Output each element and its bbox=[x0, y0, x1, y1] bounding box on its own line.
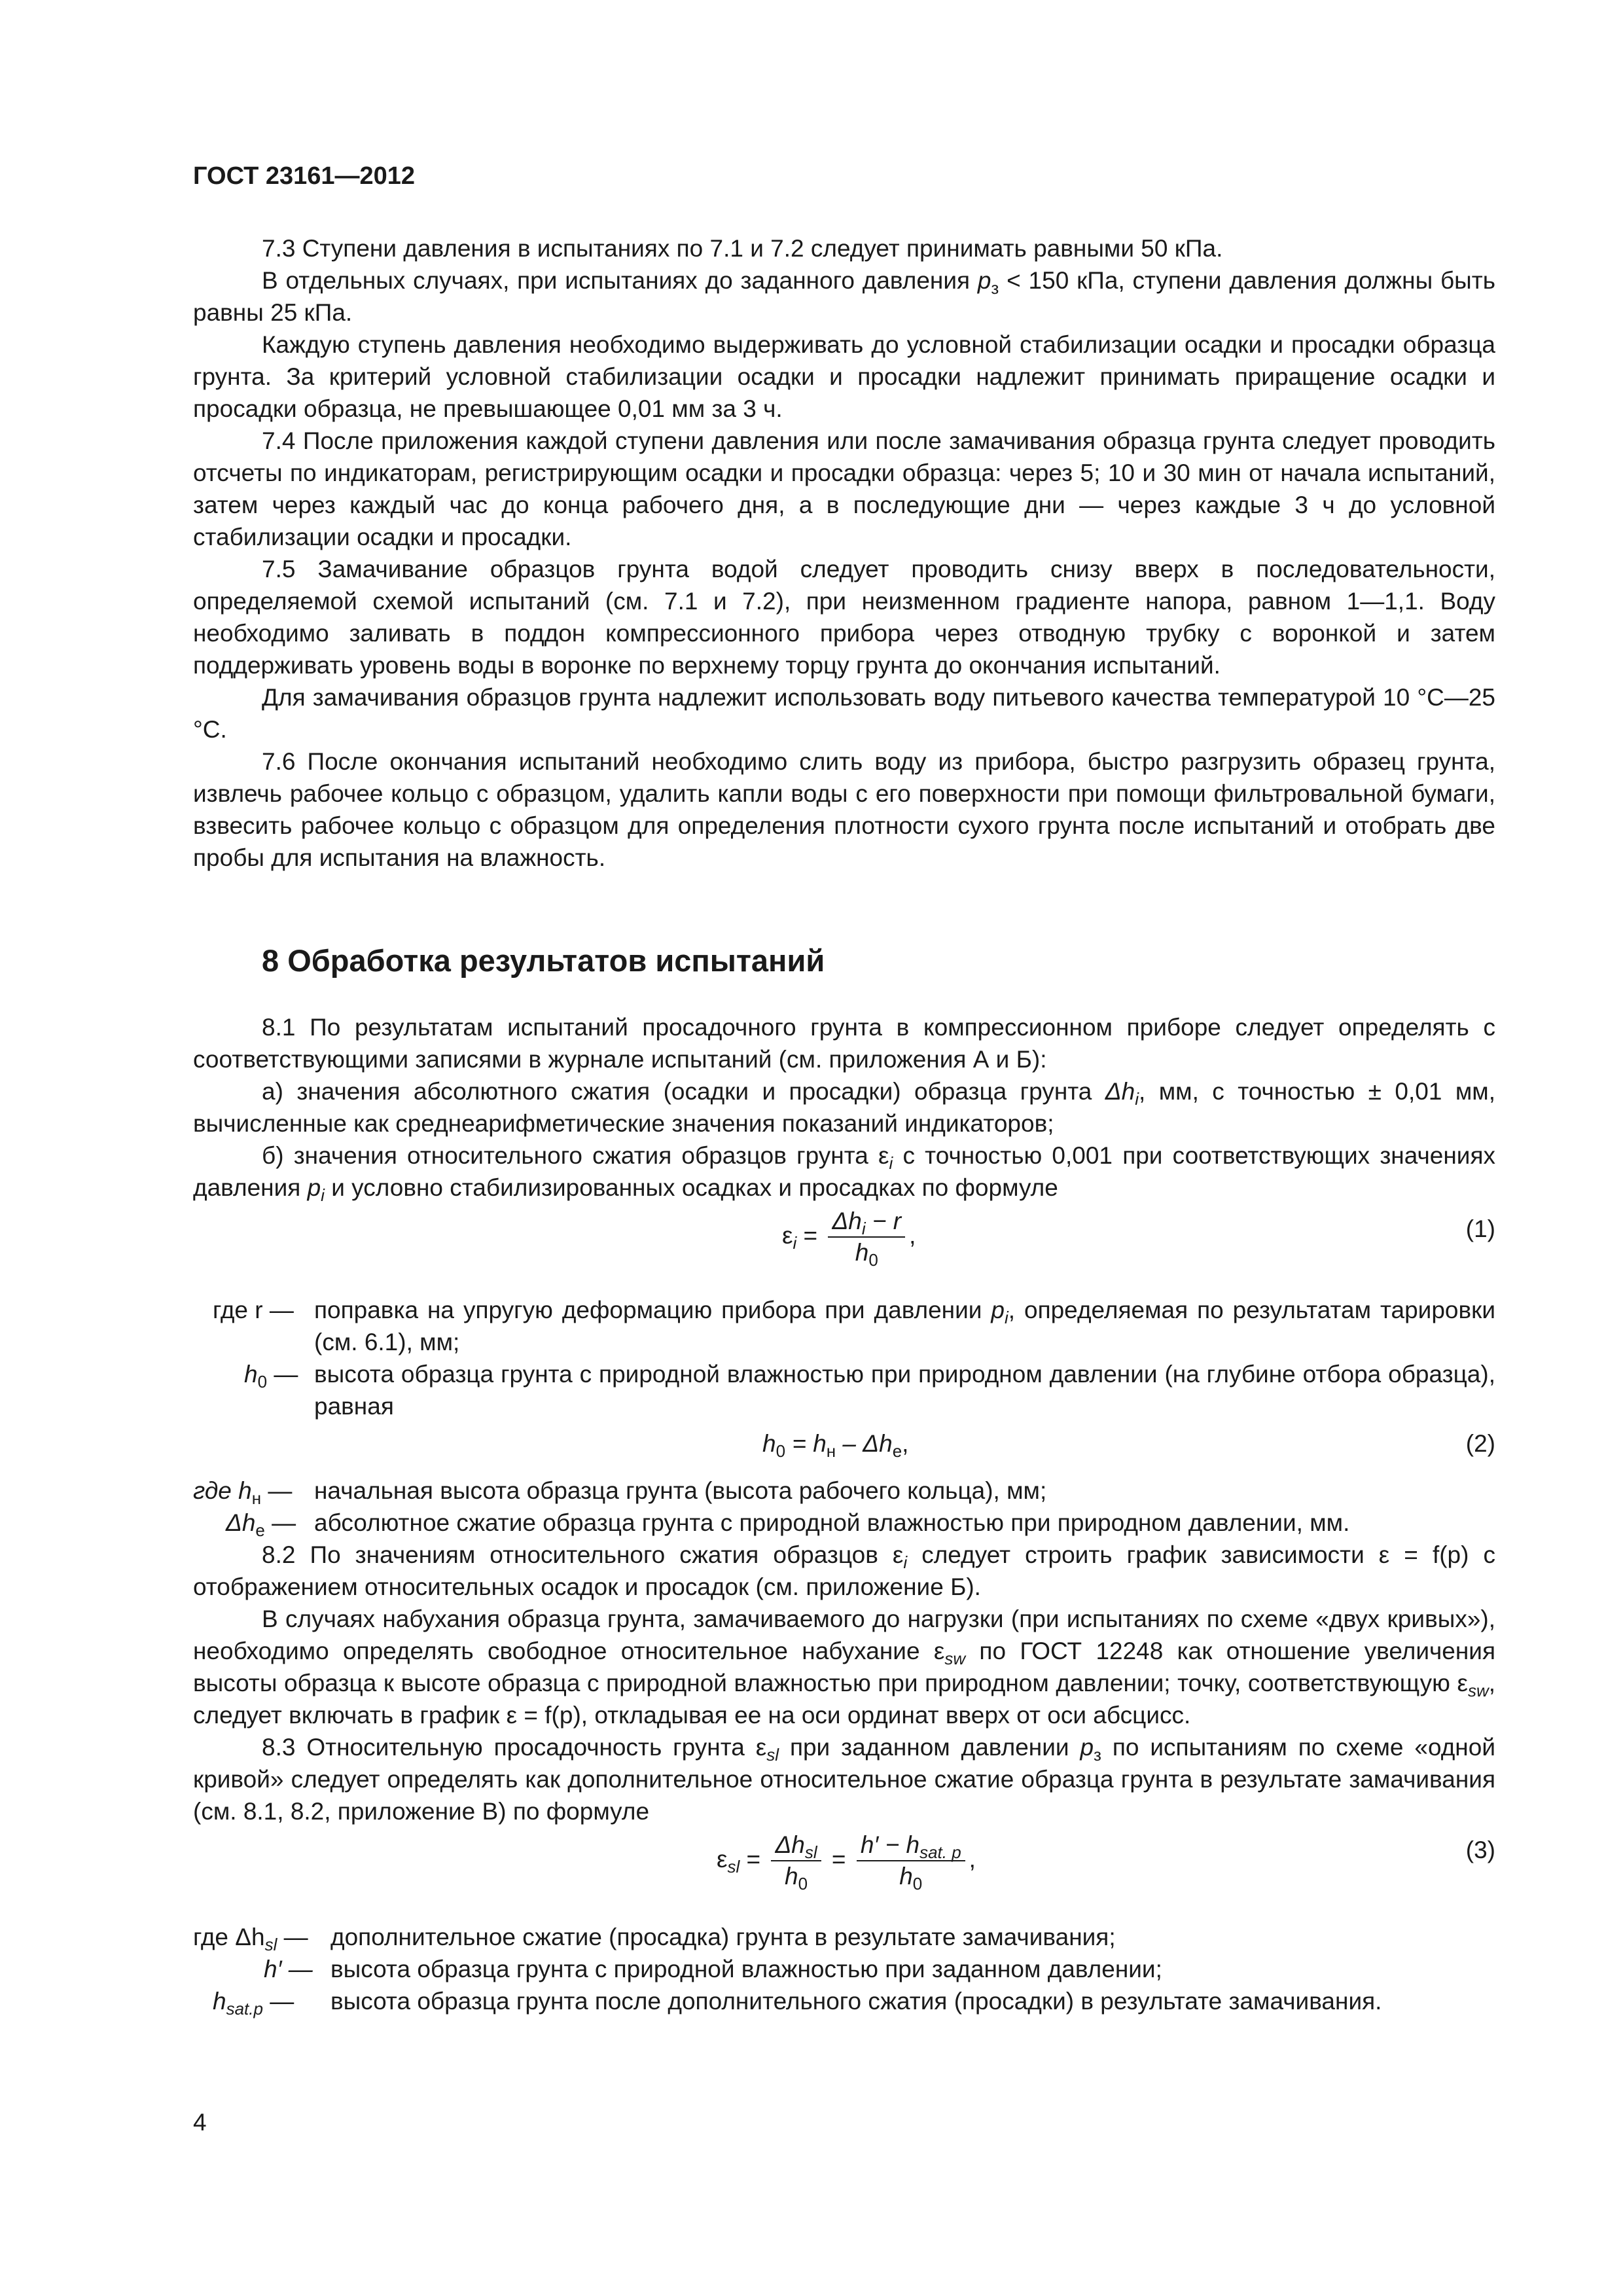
definition-h0: $h_0$ — высота образца грунта с природной влажностью при природном давлении (на глубине отбора образца), равная bbox=[193, 1358, 1495, 1422]
paragraph-7-3-b: В отдельных случаях, при испытаниях до заданного давления $p_з < 150$ кПа, ступени давления должны быть равны 25 кПа. bbox=[193, 267, 1496, 326]
paragraph-8-2: 8.2 По значениям относительного сжатия образцов $\varepsilon_i$ следует строить график зависимости ε = f(p) с отображением относительных осадок и просадок (см. приложение Б). bbox=[193, 1541, 1495, 1600]
paragraph-8-2-b: В случаях набухания образца грунта, замачиваемого до нагрузки (при испытаниях по схеме «двух кривых»), необходимо определять свободное относительное набухание $\varepsilon_{sw}$ по ГОСТ 12248 как отношение увеличения высоты образца к высоте образца с природной влажностью при природном давлении; точку, соответствующую $\varepsilon_{sw}$, следует включать в график ε = f(p), откладывая ее на оси ординат вверх от оси абсцисс. bbox=[193, 1605, 1495, 1729]
definition-hsat: $h_{sat.p}$ — высота образца грунта после дополнительного сжатия (просадки) в результате замачивания. bbox=[193, 1985, 1495, 2017]
definition-delta-he: $\Delta h_е$ — абсолютное сжатие образца грунта с природной влажностью при природном давлении, мм. bbox=[193, 1507, 1495, 1539]
paragraph-7-3: 7.3 Ступени давления в испытаниях по 7.1 и 7.2 следует принимать равными 50 кПа. bbox=[262, 235, 1223, 262]
paragraph-7-5: 7.5 Замачивание образцов грунта водой следует проводить снизу вверх в последовательности, определяемой схемой испытаний (см. 7.1 и 7.2), при неизменном градиенте напора, равном 1—1,1. Воду необходимо заливать в поддон компрессионного прибора через отводную трубку с воронкой и затем поддерживать уровень воды в воронке по верхнему торцу грунта до окончания испытаний. bbox=[193, 556, 1495, 679]
definition-term: где r — bbox=[213, 1297, 294, 1323]
paragraph-8-1: 8.1 По результатам испытаний просадочного грунта в компрессионном приборе следует определять с соответствующими записями в журнале испытаний (см. приложения А и Б): bbox=[193, 1014, 1495, 1073]
document-header: ГОСТ 23161—2012 bbox=[193, 162, 416, 190]
formula-2 bbox=[193, 1425, 1495, 1465]
section-8-body bbox=[193, 1011, 1495, 2017]
formula-3-fraction-1: $\frac{\Delta h_{sl}}{h_0}$ bbox=[771, 1830, 821, 1892]
formula-1-definitions bbox=[193, 1294, 1495, 1422]
paragraph-8-1-b: б) значения относительного сжатия образцов грунта $\varepsilon_i$ с точностью 0,001 при соответствующих значениях давления $p_i$ и условно стабилизированных осадках и просадках по формуле bbox=[193, 1142, 1495, 1205]
paragraph-7-3-c: Каждую ступень давления необходимо выдерживать до условной стабилизации осадки и просадки образца грунта. За критерий условной стабилизации осадки и просадки надлежит принимать приращение осадки и просадки образца, не превышающее 0,01 мм за 3 ч. bbox=[193, 331, 1495, 422]
definition-term: где $h_н$ — bbox=[193, 1477, 293, 1508]
section-8-heading: 8 Обработка результатов испытаний bbox=[262, 943, 825, 978]
page-number: 4 bbox=[193, 2109, 207, 2136]
formula-2-definitions bbox=[193, 1475, 1495, 1539]
definition-term: $h_{sat.p}$ — bbox=[213, 1988, 294, 2018]
formula-3-expression: $\varepsilon_{sl}$ = $\frac{\Delta h_{sl}}{h_0}$ = $\frac{h' - h_{sat. p}}{h_0}$ , bbox=[717, 1831, 976, 1893]
formula-3-fraction-2: $\frac{h' - h_{sat. p}}{h_0}$ bbox=[857, 1830, 965, 1892]
definition-term: $\Delta h_е$ — bbox=[226, 1509, 296, 1540]
definition-term: h′ — bbox=[264, 1956, 313, 1982]
definition-term: $h_0$ — bbox=[244, 1361, 298, 1391]
formula-2-number: (2) bbox=[1465, 1430, 1495, 1457]
formula-3-definitions bbox=[193, 1921, 1495, 2017]
definition-delta-hsl: где $\Delta h_{sl}$ — дополнительное сжатие (просадка) грунта в результате замачивания; bbox=[193, 1921, 1495, 1953]
section-7-body bbox=[193, 232, 1495, 874]
formula-1-number: (1) bbox=[1465, 1215, 1495, 1242]
definition-r: где r — поправка на упругую деформацию прибора при давлении $p_i$, определяемая по результатам тарировки (см. 6.1), мм; bbox=[193, 1294, 1495, 1358]
formula-3 bbox=[193, 1827, 1495, 1909]
definition-hn: где $h_н$ — начальная высота образца грунта (высота рабочего кольца), мм; bbox=[193, 1475, 1495, 1507]
definition-term: где $\Delta h_{sl}$ — bbox=[193, 1924, 308, 1954]
formula-2-expression: $h_0 = h_н - \Delta h_е$, bbox=[762, 1430, 909, 1461]
definition-h-prime: h′ — высота образца грунта с природной влажностью при заданном давлении; bbox=[193, 1953, 1495, 1985]
paragraph-7-6: 7.6 После окончания испытаний необходимо слить воду из прибора, быстро разгрузить образец грунта, извлечь рабочее кольцо с образцом, удалить капли воды с его поверхности при помощи фильтровальной бумаги, взвесить рабочее кольцо с образцом для определения плотности сухого грунта после испытаний и отобрать две пробы для испытания на влажность. bbox=[193, 748, 1495, 871]
formula-1 bbox=[193, 1204, 1495, 1282]
formula-1-fraction: $\frac{\Delta h_i - r}{h_0}$ bbox=[828, 1206, 905, 1268]
formula-3-number: (3) bbox=[1465, 1837, 1495, 1863]
formula-1-expression: $\varepsilon_i$ = $\frac{\Delta h_i - r}{h_0}$ , bbox=[782, 1208, 916, 1270]
paragraph-7-4: 7.4 После приложения каждой ступени давления или после замачивания образца грунта следует проводить отсчеты по индикаторам, регистрирующим осадки и просадки образца: через 5; 10 и 30 мин от начала испытаний, затем через каждый час до конца рабочего дня, а в последующие дни — через каждые 3 ч до условной стабилизации осадки и просадки. bbox=[193, 427, 1495, 550]
paragraph-8-3: 8.3 Относительную просадочность грунта $\varepsilon_{sl}$ при заданном давлении $p_з$ по испытаниям по схеме «одной кривой» следует определять как дополнительное относительное сжатие образца грунта в результате замачивания (см. 8.1, 8.2, приложение В) по формуле bbox=[193, 1734, 1495, 1825]
paragraph-7-5-b: Для замачивания образцов грунта надлежит использовать воду питьевого качества температурой 10 °С—25 °С. bbox=[193, 684, 1495, 743]
paragraph-8-1-a: а) значения абсолютного сжатия (осадки и просадки) образца грунта $\Delta h_i$, мм, с точностью ± 0,01 мм, вычисленные как среднеарифметические значения показаний индикаторов; bbox=[193, 1078, 1495, 1137]
